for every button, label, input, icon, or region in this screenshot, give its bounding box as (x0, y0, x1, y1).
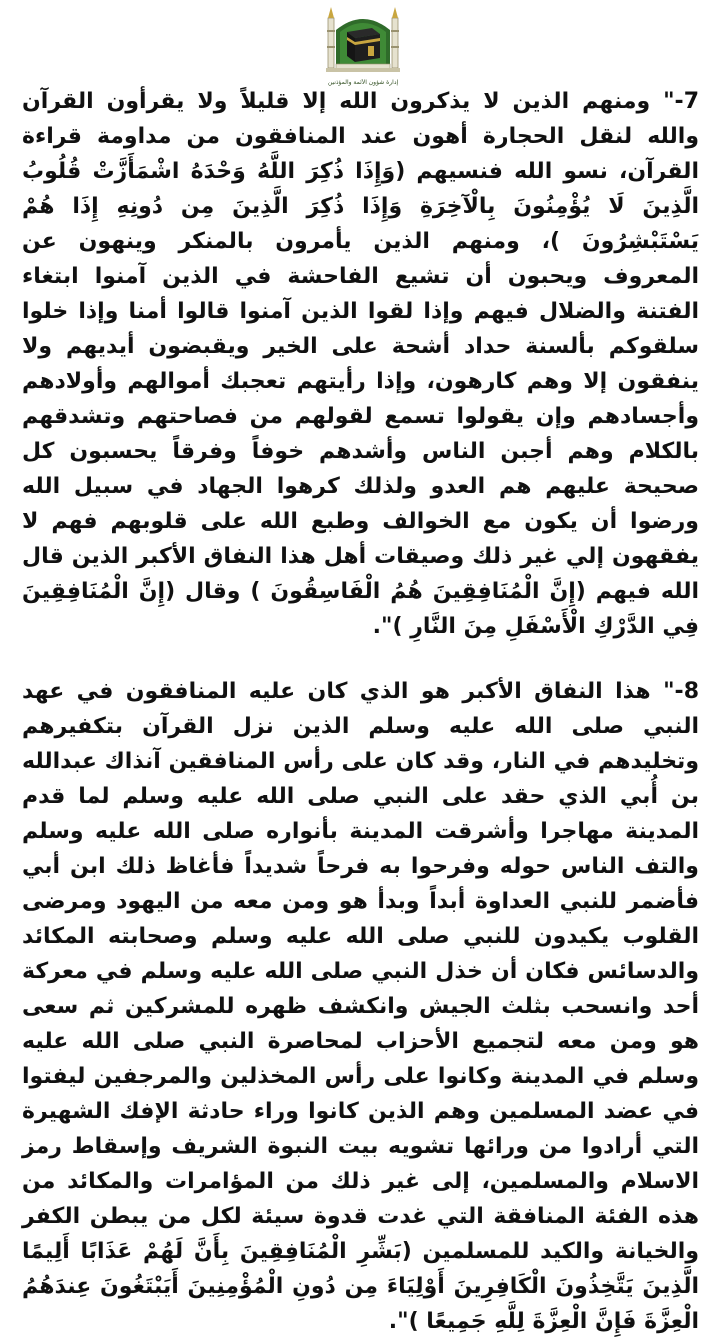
header-logo (322, 4, 404, 86)
paragraph-number: 7-" (663, 89, 699, 114)
paragraph-number: 8-" (663, 679, 699, 704)
paragraph-text: ومنهم الذين لا يذكرون الله إلا قليلاً ولا يقرأون القرآن والله لنقل الحجارة أهون عند المنافقون من مداومة قراءة القرآن، نسو الله فنسيهم (وَإِذَا ذُكِرَ اللَّهُ وَحْدَهُ اشْمَأَزَّتْ قُلُوبُ الَّذِينَ لَا يُؤْمِنُونَ بِالْآخِرَةِ وَإِذَا ذُكِرَ الَّذِينَ مِن دُونِهِ إِذَا هُمْ يَسْتَبْشِرُونَ )، ومنهم الذين يأمرون بالمنكر وينهون عن المعروف ويحبون أن تشيع الفاحشة في الذين آمنوا ابتغاء الفتنة والضلال فيهم وإذا لقوا الذين آمنوا قالوا أمنا وإذا خلوا سلقوكم بألسنة حداد أشحة على الخير ويقبضون أيديهم ولا ينفقون إلا وهم كارهون، وإذا رأيتهم تعجبك أموالهم وأولادهم وأجسادهم وإن يقولوا تسمع لقولهم من فصاحتهم وتشدقهم بالكلام وهم أجبن الناس وأشدهم خوفاً وفرقاً يحسبون كل صحيحة عليهم هم العدو ولذلك كرهوا الجهاد في سبيل الله ورضوا أن يكون مع الخوالف وطبع الله على قلوبهم فهم لا يفقهون إلي غير ذلك وصيقات أهل هذا النفاق الأكبر الذين قال الله فيهم (إِنَّ الْمُنَافِقِينَ هُمُ الْفَاسِقُونَ ) وقال (إِنَّ الْمُنَافِقِينَ فِي الدَّرْكِ الْأَسْفَلِ مِنَ النَّارِ )". (22, 89, 699, 639)
paragraph-7 (22, 84, 699, 644)
paragraph-8 (22, 674, 699, 1339)
logo-caption: إدارة شؤون الأئمة والمؤذنين (327, 79, 399, 86)
document-body (22, 84, 699, 1339)
paragraph-text: هذا النفاق الأكبر هو الذي كان عليه المنافقون في عهد النبي صلى الله عليه وسلم الذين نزل القرآن بتكفيرهم وتخليدهم في النار، وقد كان على رأس المنافقين آنذاك عبدالله بن أُبي الذي حقد على النبي صلى الله عليه وسلم لما قدم المدينة مهاجرا وأشرقت المدينة بأنواره صلى الله عليه وسلم والتف الناس حوله وفرحوا به فرحاً شديداً فأغاظ ذلك ابن أبي فأضمر للنبي العداوة أبداً وبدأ هو ومن معه من اليهود ومرضى القلوب يكيدون للنبي صلى الله عليه وسلم وصحابته المكائد والدسائس فكان أن خذل النبي صلى الله عليه وسلم في معركة أحد وانسحب بثلث الجيش وانكشف ظهره للمشركين ثم سعى هو ومن معه لتجميع الأحزاب لمحاصرة النبي صلى الله عليه وسلم في المدينة وكانوا على رأس المخذلين والمرجفين ليفتوا في عضد المسلمين وهم الذين كانوا وراء حادثة الإفك الشهيرة التي أرادوا من ورائها تشويه بيت النبوة الشريف وإسقاط رمز الاسلام والمسلمين، إلى غير ذلك من المؤامرات والمكائد من هذه الفئة المنافقة التي غدت قدوة سيئة لكل من يبطن الكفر والخيانة والكيد للمسلمين (بَشِّرِ الْمُنَافِقِينَ بِأَنَّ لَهُمْ عَذَابًا أَلِيمًا الَّذِينَ يَتَّخِذُونَ الْكَافِرِينَ أَوْلِيَاءَ مِن دُونِ الْمُؤْمِنِينَ أَيَبْتَغُونَ عِندَهُمُ الْعِزَّةَ فَإِنَّ الْعِزَّةَ لِلَّهِ جَمِيعًا )". (22, 679, 699, 1334)
kaaba-mosque-logo-icon (322, 4, 404, 78)
